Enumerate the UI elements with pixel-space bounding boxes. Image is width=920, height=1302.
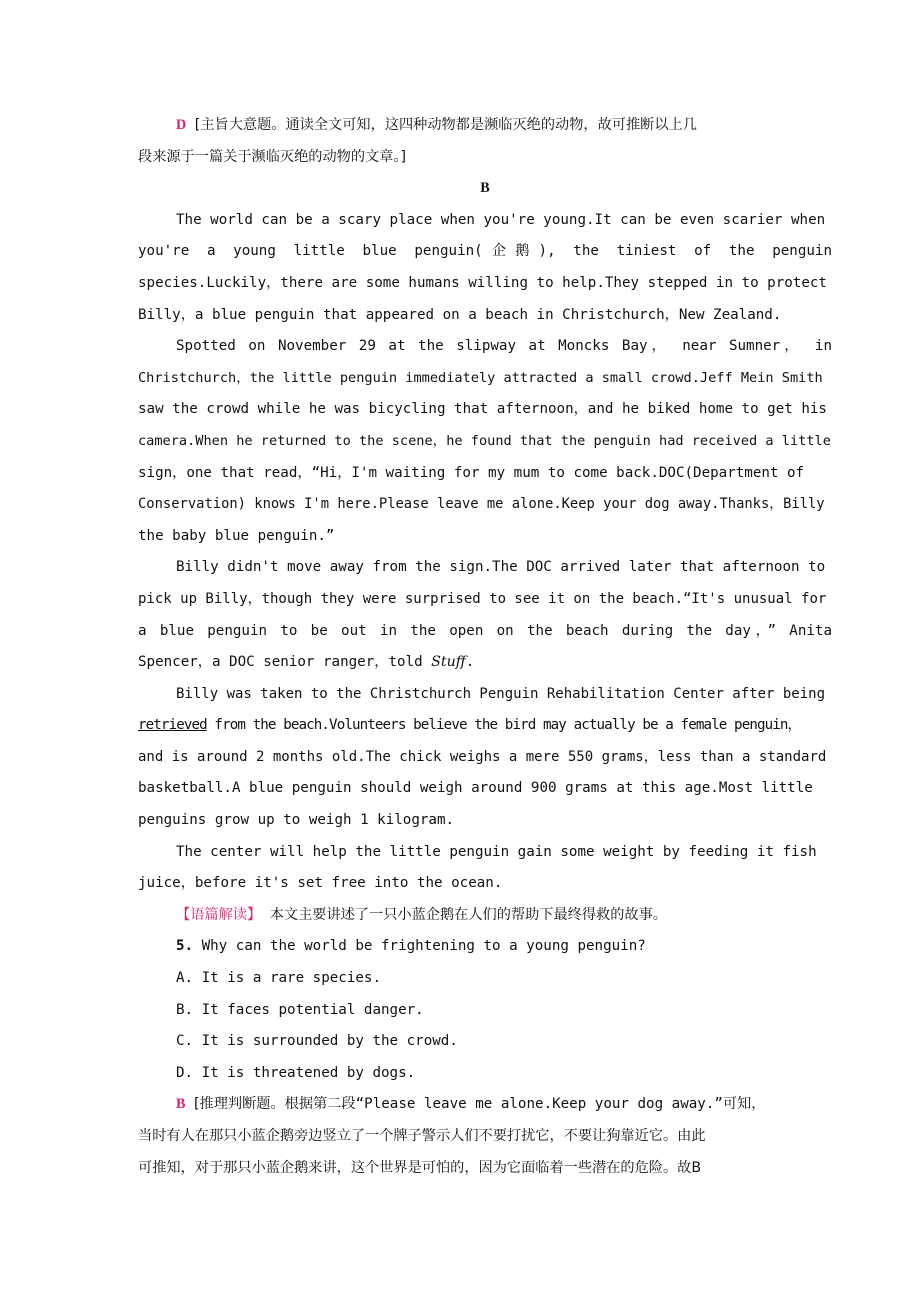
- answer-5-part-c: 可知，: [722, 1096, 766, 1113]
- p4-line-5: penguins grow up to weigh 1 kilogram.: [138, 812, 455, 829]
- reading-note-tag: 【语篇解读】: [176, 906, 262, 923]
- p1-line-3: species.Luckily，there are some humans willing to help.They stepped in to protect: [138, 274, 827, 291]
- document-page: [138, 110, 832, 1184]
- question-5-option-d: D. It is threatened by dogs.: [176, 1064, 416, 1081]
- p2-line-2: Christchurch，the little penguin immediately attracted a small crowd.Jeff Mein Smith: [138, 369, 823, 386]
- answer-5-part-a: [推理判断题。根据第二段: [194, 1096, 356, 1113]
- question-5-option-c: C. It is surrounded by the crowd.: [176, 1033, 458, 1050]
- stuff-publication: Stuff: [431, 654, 466, 671]
- p1-line-4: Billy，a blue penguin that appeared on a beach in Christchurch，New Zealand.: [138, 306, 782, 323]
- question-5-text: Why can the world be frightening to a young penguin?: [201, 938, 646, 955]
- p3-line-2: pick up Billy，though they were surprised to see it on the beach.“It's unusual for: [138, 590, 827, 607]
- answer-4-explanation-1: [主旨大意题。通读全文可知，这四种动物都是濒临灭绝的动物，故可推断以上几: [194, 117, 697, 133]
- answer-5-line-2: 当时有人在那只小蓝企鹅旁边竖立了一个牌子警示人们不要打扰它，不要让狗靠近它。由此: [138, 1128, 706, 1144]
- p4-line-4: basketball.A blue penguin should weigh around 900 grams at this age.Most little: [138, 780, 813, 797]
- reading-note: [138, 900, 832, 932]
- retrieved-word: retrieved: [138, 717, 207, 734]
- p1-line-1: The world can be a scary place when you're young.It can be even scarier when: [176, 211, 826, 228]
- section-label: B: [480, 180, 490, 197]
- answer-5-letter: B: [176, 1096, 186, 1113]
- p4-line-1: Billy was taken to the Christchurch Penguin Rehabilitation Center after being: [176, 685, 826, 702]
- p1-line-2: you're a young little blue penguin(企鹅), the tiniest of the penguin: [138, 243, 832, 260]
- p2-line-5: sign，one that read，“Hi，I'm waiting for my mum to come back.DOC(Department of: [138, 464, 805, 481]
- p2-line-7: the baby blue penguin.”: [138, 527, 335, 544]
- p4-line-3: and is around 2 months old.The chick weighs a mere 550 grams，less than a standard: [138, 748, 827, 765]
- question-5-number: 5.: [176, 938, 194, 955]
- answer-4-line-2: 段来源于一篇关于濒临灭绝的动物的文章。]: [138, 148, 406, 165]
- p3-line-4-period: .: [465, 654, 475, 671]
- answer-5-quote: “Please leave me alone.Keep your dog away.”: [355, 1096, 723, 1113]
- p2-line-4: camera.When he returned to the scene，he found that the penguin had received a little: [138, 432, 831, 449]
- p4-line-2-rest: from the beach.Volunteers believe the bird may actually be a female penguin，: [206, 717, 801, 734]
- question-5-stem: [138, 931, 832, 963]
- p3-line-4: [138, 647, 832, 679]
- p3-line-1: Billy didn't move away from the sign.The DOC arrived later that afternoon to: [176, 559, 826, 576]
- p3-line-4-text: Spencer，a DOC senior ranger，told: [138, 654, 423, 671]
- p2-line-1: Spotted on November 29 at the slipway at Moncks Bay， near Sumner， in: [176, 338, 832, 355]
- p5-line-2: juice，before it's set free into the ocean.: [138, 875, 503, 892]
- p5-line-1: The center will help the little penguin gain some weight by feeding it fish: [176, 843, 817, 860]
- question-5-option-b: B. It faces potential danger.: [176, 1001, 424, 1018]
- answer-5-line-1: [138, 1089, 832, 1121]
- answer-4-letter: D: [176, 117, 187, 133]
- answer-5-line-3: 可推知，对于那只小蓝企鹅来讲，这个世界是可怕的，因为它面临着一些潜在的危险。故B: [138, 1159, 702, 1176]
- p2-line-3: saw the crowd while he was bicycling that afternoon，and he biked home to get his: [138, 401, 827, 418]
- p4-line-2: [138, 710, 832, 742]
- reading-note-text: 本文主要讲述了一只小蓝企鹅在人们的帮助下最终得救的故事。: [269, 906, 667, 923]
- question-5-option-a: A. It is a rare species.: [176, 970, 381, 987]
- answer-4-line-1: [138, 110, 832, 142]
- p3-line-3: a blue penguin to be out in the open on the beach during the day，” Anita: [138, 622, 832, 639]
- p2-line-6: Conservation) knows I'm here.Please leave me alone.Keep your dog away.Thanks，Billy: [138, 496, 825, 513]
